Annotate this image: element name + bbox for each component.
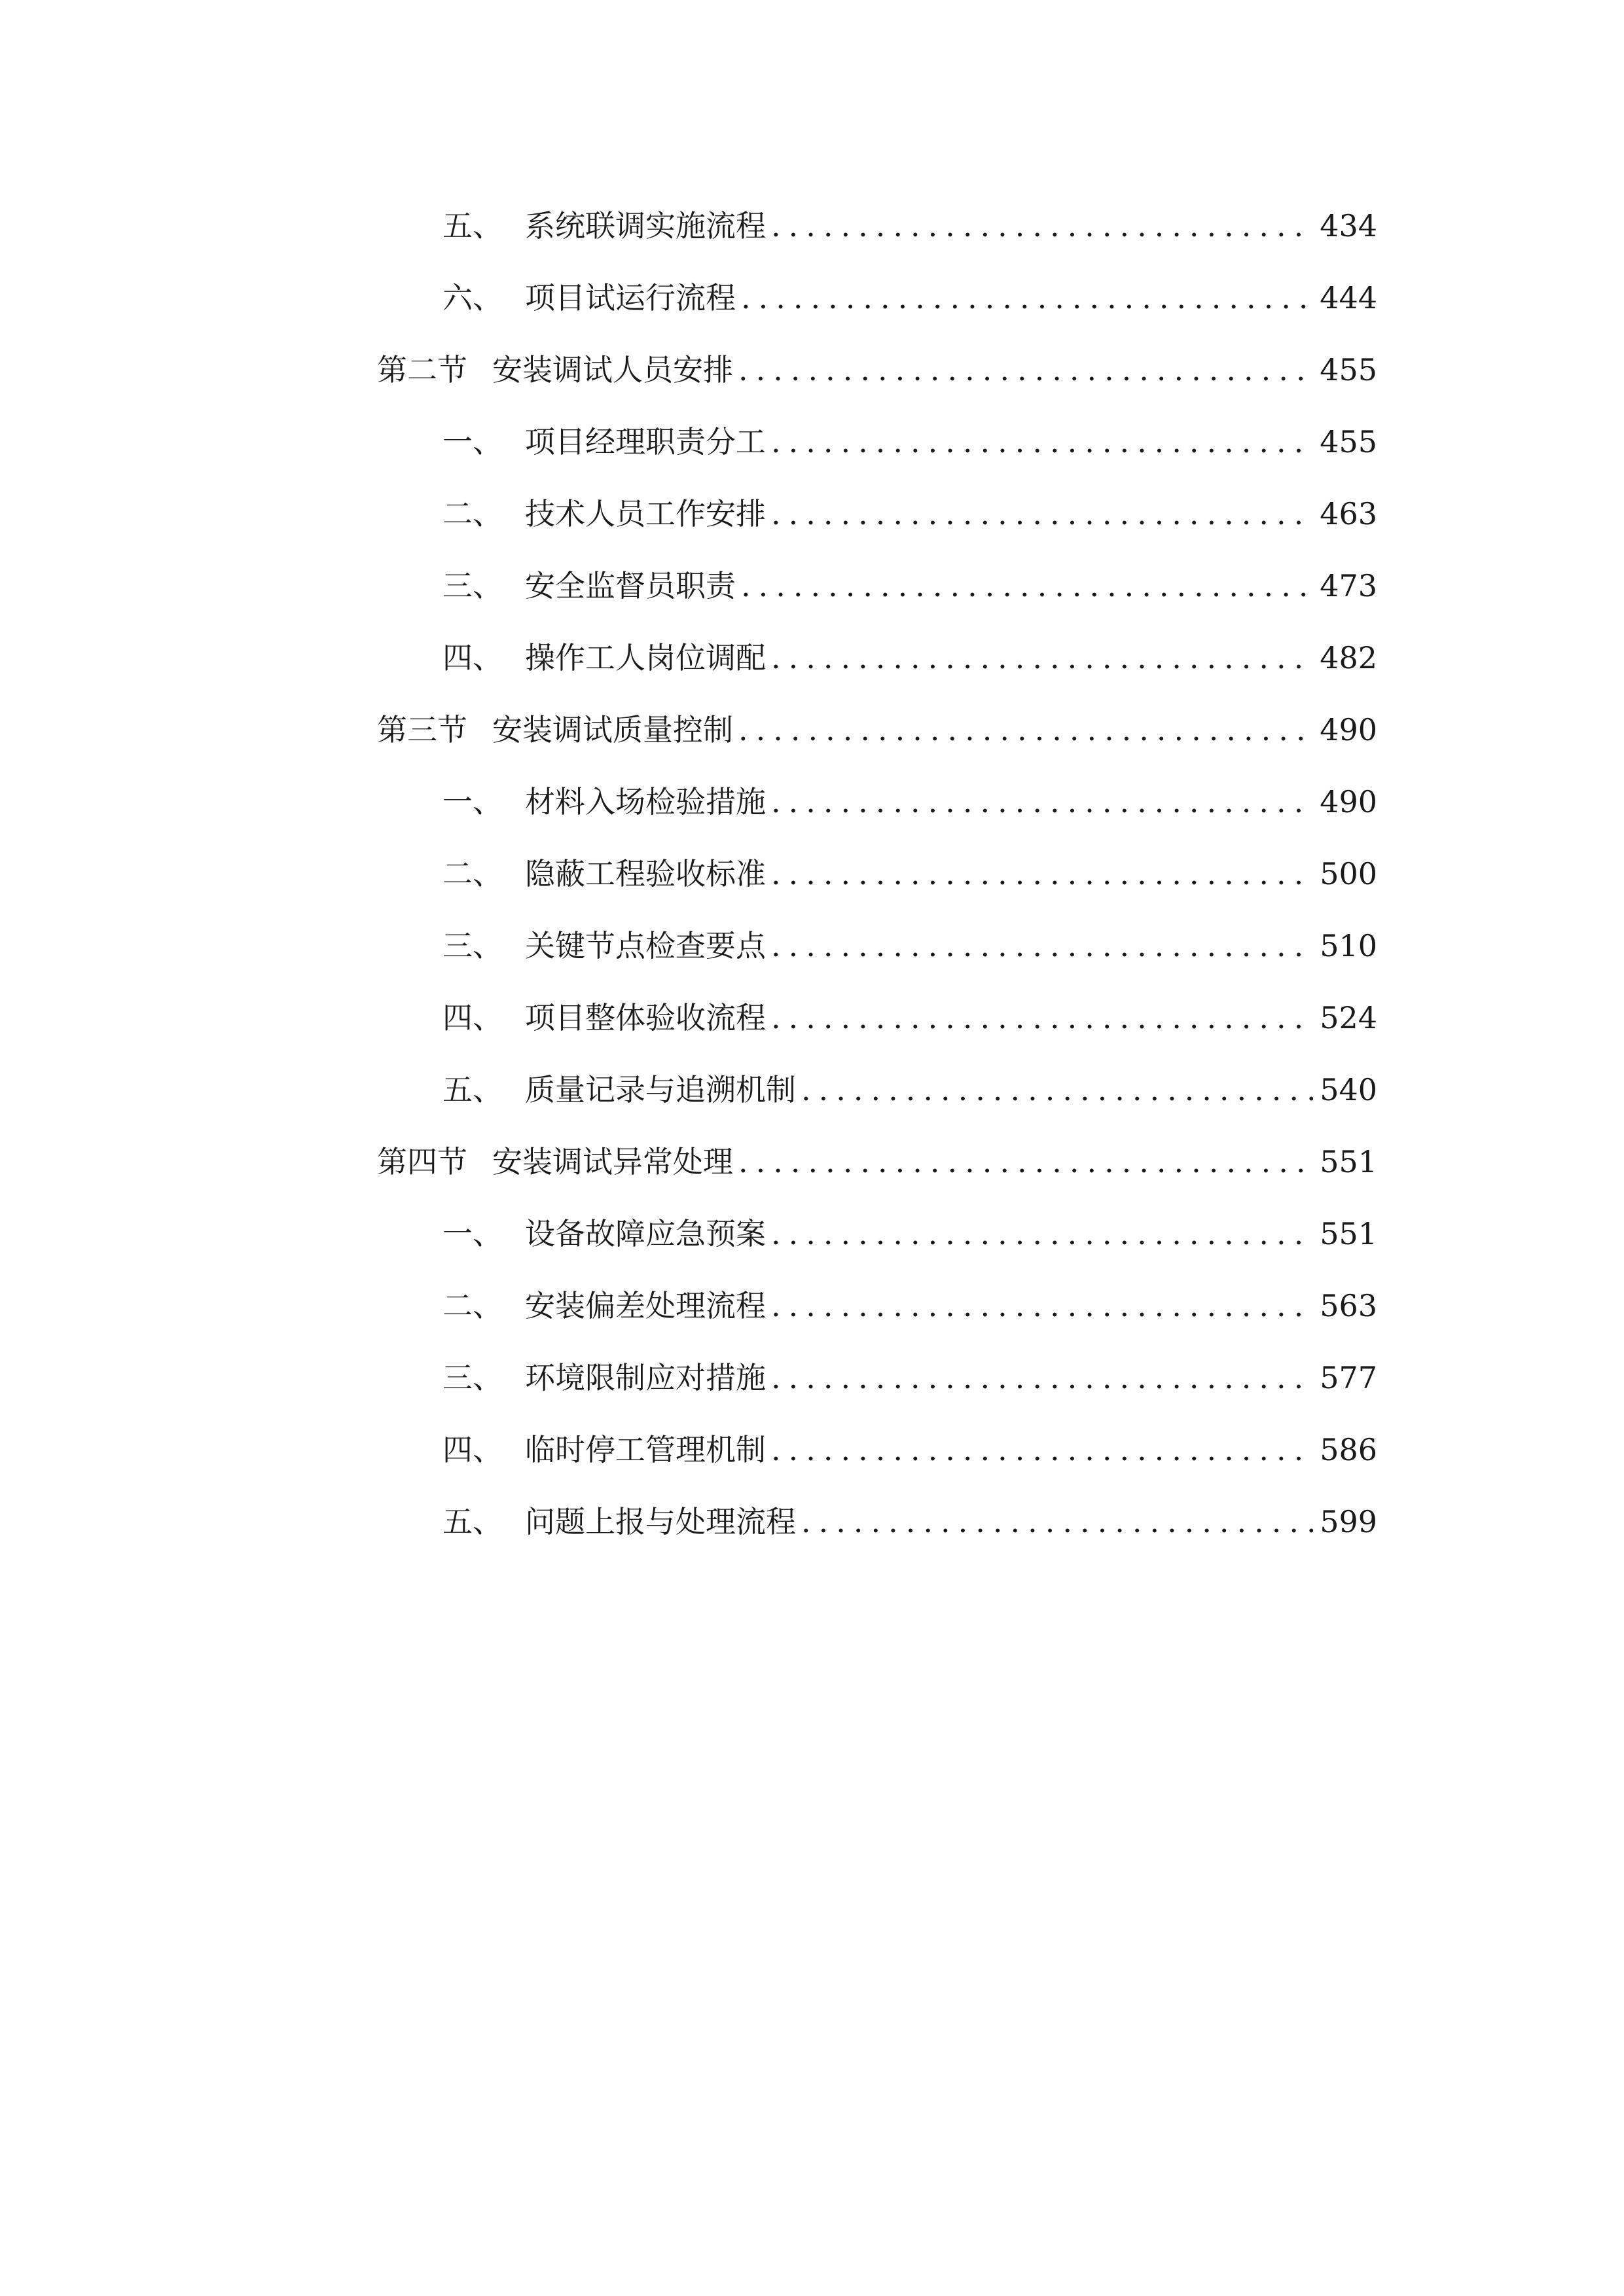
toc-entry-page: 510 bbox=[1320, 928, 1377, 963]
toc-entry-title: 项目经理职责分工 bbox=[525, 424, 766, 459]
toc-entry[interactable] bbox=[377, 406, 1377, 478]
toc-entry[interactable] bbox=[377, 262, 1377, 334]
toc-section-title: 安装调试异常处理 bbox=[492, 1144, 733, 1179]
toc-dot-leader bbox=[771, 1342, 1313, 1414]
toc-entry-title: 系统联调实施流程 bbox=[525, 208, 766, 243]
toc-entry-title: 问题上报与处理流程 bbox=[525, 1504, 796, 1539]
toc-dot-leader bbox=[738, 694, 1313, 766]
toc-entry-title: 质量记录与追溯机制 bbox=[525, 1072, 796, 1107]
toc-entry-number: 二、 bbox=[442, 856, 503, 891]
toc-entry-number: 二、 bbox=[442, 1288, 503, 1323]
toc-entry[interactable] bbox=[377, 190, 1377, 262]
toc-entry-page: 482 bbox=[1320, 640, 1377, 675]
toc-section-entry[interactable] bbox=[377, 334, 1377, 406]
toc-entry-page: 540 bbox=[1320, 1072, 1377, 1107]
toc-entry[interactable] bbox=[377, 1198, 1377, 1270]
toc-section-entry[interactable] bbox=[377, 1126, 1377, 1198]
toc-entry-title: 安全监督员职责 bbox=[525, 568, 736, 603]
toc-entry-title: 隐蔽工程验收标准 bbox=[525, 856, 766, 891]
toc-entry[interactable] bbox=[377, 838, 1377, 910]
toc-entry-number: 三、 bbox=[442, 1360, 503, 1395]
toc-entry-title: 项目试运行流程 bbox=[525, 280, 736, 315]
toc-entry-page: 444 bbox=[1320, 280, 1377, 315]
toc-entry-title: 材料入场检验措施 bbox=[525, 784, 766, 819]
toc-section-title: 安装调试质量控制 bbox=[492, 712, 733, 747]
toc-entry[interactable] bbox=[377, 550, 1377, 622]
toc-section-page: 490 bbox=[1320, 712, 1377, 747]
toc-entry-number: 一、 bbox=[442, 1216, 503, 1251]
toc-entry-title: 安装偏差处理流程 bbox=[525, 1288, 766, 1323]
toc-entry[interactable] bbox=[377, 910, 1377, 982]
toc-entry-number: 四、 bbox=[442, 1432, 503, 1467]
toc-entry-page: 524 bbox=[1320, 1000, 1377, 1035]
toc-entry-title: 关键节点检查要点 bbox=[525, 928, 766, 963]
toc-section-page: 455 bbox=[1320, 352, 1377, 387]
toc-entry-title: 临时停工管理机制 bbox=[525, 1432, 766, 1467]
toc-entry-title: 操作工人岗位调配 bbox=[525, 640, 766, 675]
toc-dot-leader bbox=[771, 766, 1313, 838]
toc-section-number: 第二节 bbox=[377, 352, 467, 387]
toc-entry[interactable] bbox=[377, 1486, 1377, 1558]
toc-entry-number: 五、 bbox=[442, 1504, 503, 1539]
toc-entry-number: 四、 bbox=[442, 640, 503, 675]
toc-entry-number: 五、 bbox=[442, 1072, 503, 1107]
toc-entry[interactable] bbox=[377, 1054, 1377, 1126]
toc-dot-leader bbox=[741, 262, 1313, 334]
toc-dot-leader bbox=[771, 1270, 1313, 1342]
toc-entry-page: 599 bbox=[1320, 1504, 1377, 1539]
toc-entry[interactable] bbox=[377, 1342, 1377, 1414]
toc-dot-leader bbox=[801, 1054, 1313, 1126]
toc-entry-page: 586 bbox=[1320, 1432, 1377, 1467]
toc-entry-page: 434 bbox=[1320, 208, 1377, 243]
toc-entry-title: 环境限制应对措施 bbox=[525, 1360, 766, 1395]
toc-entry-page: 473 bbox=[1320, 568, 1377, 603]
toc-entry-page: 490 bbox=[1320, 784, 1377, 819]
toc-entry-number: 五、 bbox=[442, 208, 503, 243]
toc-entry[interactable] bbox=[377, 982, 1377, 1054]
toc-dot-leader bbox=[771, 406, 1313, 478]
toc-dot-leader bbox=[771, 622, 1313, 694]
toc-dot-leader bbox=[738, 1126, 1313, 1198]
toc-dot-leader bbox=[771, 478, 1313, 550]
toc-dot-leader bbox=[771, 190, 1313, 262]
toc-dot-leader bbox=[741, 550, 1313, 622]
table-of-contents bbox=[377, 190, 1377, 1558]
toc-entry-page: 500 bbox=[1320, 856, 1377, 891]
toc-dot-leader bbox=[771, 910, 1313, 982]
toc-entry[interactable] bbox=[377, 1414, 1377, 1486]
toc-entry-page: 463 bbox=[1320, 496, 1377, 531]
toc-entry-number: 四、 bbox=[442, 1000, 503, 1035]
toc-entry-number: 二、 bbox=[442, 496, 503, 531]
toc-section-page: 551 bbox=[1320, 1144, 1377, 1179]
toc-entry[interactable] bbox=[377, 766, 1377, 838]
toc-entry-title: 技术人员工作安排 bbox=[525, 496, 766, 531]
toc-entry-title: 项目整体验收流程 bbox=[525, 1000, 766, 1035]
toc-section-number: 第三节 bbox=[377, 712, 467, 747]
toc-section-title: 安装调试人员安排 bbox=[492, 352, 733, 387]
toc-dot-leader bbox=[801, 1486, 1313, 1558]
toc-section-entry[interactable] bbox=[377, 694, 1377, 766]
toc-entry-page: 455 bbox=[1320, 424, 1377, 459]
toc-entry[interactable] bbox=[377, 478, 1377, 550]
toc-entry-page: 563 bbox=[1320, 1288, 1377, 1323]
toc-section-number: 第四节 bbox=[377, 1144, 467, 1179]
toc-dot-leader bbox=[771, 1414, 1313, 1486]
toc-entry-page: 551 bbox=[1320, 1216, 1377, 1251]
toc-dot-leader bbox=[738, 334, 1313, 406]
toc-entry-number: 三、 bbox=[442, 568, 503, 603]
toc-dot-leader bbox=[771, 838, 1313, 910]
toc-entry-number: 一、 bbox=[442, 424, 503, 459]
toc-entry-number: 六、 bbox=[442, 280, 503, 315]
toc-entry-number: 三、 bbox=[442, 928, 503, 963]
toc-entry-title: 设备故障应急预案 bbox=[525, 1216, 766, 1251]
toc-entry[interactable] bbox=[377, 1270, 1377, 1342]
toc-entry-page: 577 bbox=[1320, 1360, 1377, 1395]
toc-dot-leader bbox=[771, 982, 1313, 1054]
toc-dot-leader bbox=[771, 1198, 1313, 1270]
toc-entry-number: 一、 bbox=[442, 784, 503, 819]
toc-entry[interactable] bbox=[377, 622, 1377, 694]
